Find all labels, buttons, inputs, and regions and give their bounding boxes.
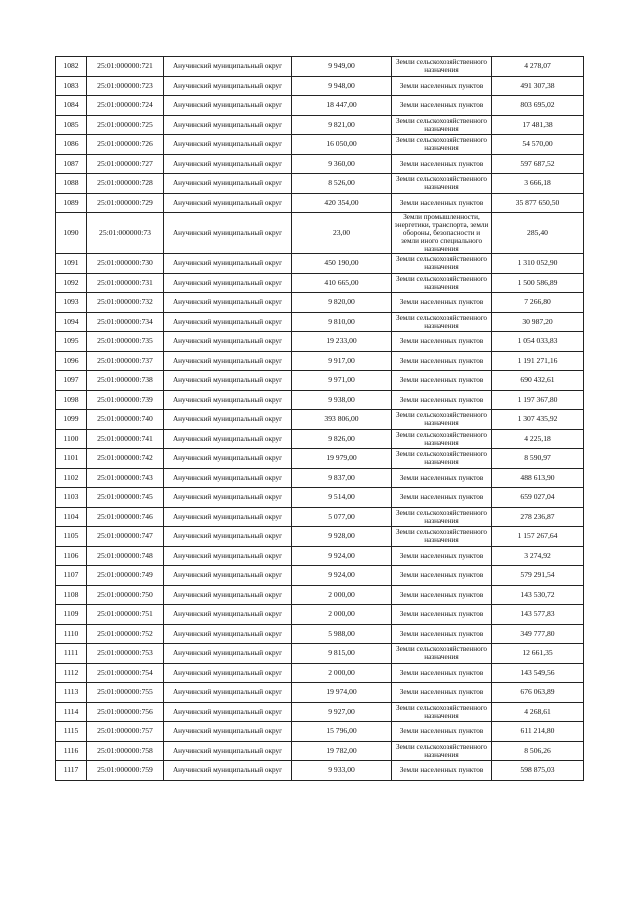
land-category: Земли населенных пунктов — [392, 154, 492, 174]
parcel-area: 9 938,00 — [292, 390, 392, 410]
cadastral-number: 25:01:000000:742 — [87, 449, 164, 469]
district-name: Анучинский муниципальный округ — [164, 605, 292, 625]
district-name: Анучинский муниципальный округ — [164, 154, 292, 174]
parcel-area: 9 917,00 — [292, 351, 392, 371]
parcel-area: 19 782,00 — [292, 741, 392, 761]
row-number: 1094 — [56, 312, 87, 332]
cadastral-number: 25:01:000000:727 — [87, 154, 164, 174]
district-name: Анучинский муниципальный округ — [164, 761, 292, 781]
district-name: Анучинский муниципальный округ — [164, 135, 292, 155]
cadastral-value: 1 157 267,64 — [492, 527, 584, 547]
cadastral-value: 598 875,03 — [492, 761, 584, 781]
table-row — [56, 488, 584, 508]
cadastral-number: 25:01:000000:732 — [87, 293, 164, 313]
district-name: Анучинский муниципальный округ — [164, 390, 292, 410]
land-category: Земли сельскохозяйственного назначения — [392, 410, 492, 430]
cadastral-number: 25:01:000000:73 — [87, 213, 164, 254]
parcel-area: 18 447,00 — [292, 96, 392, 116]
table-row — [56, 115, 584, 135]
district-name: Анучинский муниципальный округ — [164, 722, 292, 742]
table-row — [56, 546, 584, 566]
cadastral-value: 676 063,89 — [492, 683, 584, 703]
table-body — [56, 57, 584, 781]
land-category: Земли населенных пунктов — [392, 488, 492, 508]
district-name: Анучинский муниципальный округ — [164, 566, 292, 586]
land-category: Земли сельскохозяйственного назначения — [392, 449, 492, 469]
parcel-area: 9 971,00 — [292, 371, 392, 391]
row-number: 1112 — [56, 663, 87, 683]
cadastral-value: 8 506,26 — [492, 741, 584, 761]
land-category: Земли сельскохозяйственного назначения — [392, 174, 492, 194]
row-number: 1113 — [56, 683, 87, 703]
row-number: 1099 — [56, 410, 87, 430]
parcel-area: 410 665,00 — [292, 273, 392, 293]
row-number: 1114 — [56, 702, 87, 722]
cadastral-number: 25:01:000000:740 — [87, 410, 164, 430]
district-name: Анучинский муниципальный округ — [164, 273, 292, 293]
cadastral-value: 803 695,02 — [492, 96, 584, 116]
land-category: Земли населенных пунктов — [392, 761, 492, 781]
table-row — [56, 722, 584, 742]
district-name: Анучинский муниципальный округ — [164, 371, 292, 391]
parcel-area: 9 924,00 — [292, 566, 392, 586]
table-row — [56, 273, 584, 293]
land-category: Земли населенных пунктов — [392, 293, 492, 313]
table-row — [56, 663, 584, 683]
cadastral-value: 1 307 435,92 — [492, 410, 584, 430]
cadastral-number: 25:01:000000:749 — [87, 566, 164, 586]
cadastral-number: 25:01:000000:752 — [87, 624, 164, 644]
table-row — [56, 683, 584, 703]
row-number: 1086 — [56, 135, 87, 155]
parcel-area: 9 821,00 — [292, 115, 392, 135]
cadastral-value: 143 530,72 — [492, 585, 584, 605]
cadastral-value: 4 225,18 — [492, 429, 584, 449]
land-category: Земли населенных пунктов — [392, 371, 492, 391]
cadastral-value: 349 777,80 — [492, 624, 584, 644]
cadastral-number: 25:01:000000:724 — [87, 96, 164, 116]
district-name: Анучинский муниципальный округ — [164, 293, 292, 313]
cadastral-number: 25:01:000000:753 — [87, 644, 164, 664]
land-category: Земли сельскохозяйственного назначения — [392, 741, 492, 761]
parcel-area: 16 050,00 — [292, 135, 392, 155]
land-category: Земли населенных пунктов — [392, 546, 492, 566]
district-name: Анучинский муниципальный округ — [164, 449, 292, 469]
cadastral-value: 1 500 586,89 — [492, 273, 584, 293]
district-name: Анучинский муниципальный округ — [164, 96, 292, 116]
cadastral-number: 25:01:000000:726 — [87, 135, 164, 155]
cadastral-number: 25:01:000000:751 — [87, 605, 164, 625]
row-number: 1088 — [56, 174, 87, 194]
land-category: Земли населенных пунктов — [392, 76, 492, 96]
cadastral-value: 1 197 367,80 — [492, 390, 584, 410]
row-number: 1110 — [56, 624, 87, 644]
cadastral-value: 611 214,80 — [492, 722, 584, 742]
district-name: Анучинский муниципальный округ — [164, 585, 292, 605]
cadastral-number: 25:01:000000:754 — [87, 663, 164, 683]
row-number: 1103 — [56, 488, 87, 508]
cadastral-number: 25:01:000000:734 — [87, 312, 164, 332]
district-name: Анучинский муниципальный округ — [164, 663, 292, 683]
table-row — [56, 57, 584, 77]
table-row — [56, 702, 584, 722]
row-number: 1108 — [56, 585, 87, 605]
table-row — [56, 135, 584, 155]
land-category: Земли населенных пунктов — [392, 96, 492, 116]
row-number: 1101 — [56, 449, 87, 469]
cadastral-value: 1 310 052,90 — [492, 254, 584, 274]
land-category: Земли населенных пунктов — [392, 193, 492, 213]
row-number: 1090 — [56, 213, 87, 254]
district-name: Анучинский муниципальный округ — [164, 683, 292, 703]
cadastral-value: 35 877 650,50 — [492, 193, 584, 213]
row-number: 1100 — [56, 429, 87, 449]
district-name: Анучинский муниципальный округ — [164, 644, 292, 664]
district-name: Анучинский муниципальный округ — [164, 213, 292, 254]
row-number: 1083 — [56, 76, 87, 96]
district-name: Анучинский муниципальный округ — [164, 193, 292, 213]
cadastral-number: 25:01:000000:735 — [87, 332, 164, 352]
district-name: Анучинский муниципальный округ — [164, 76, 292, 96]
table-row — [56, 644, 584, 664]
cadastral-number: 25:01:000000:721 — [87, 57, 164, 77]
cadastral-value: 3 666,18 — [492, 174, 584, 194]
district-name: Анучинский муниципальный округ — [164, 527, 292, 547]
parcel-area: 15 796,00 — [292, 722, 392, 742]
table-row — [56, 527, 584, 547]
row-number: 1106 — [56, 546, 87, 566]
land-category: Земли населенных пунктов — [392, 390, 492, 410]
table-row — [56, 566, 584, 586]
district-name: Анучинский муниципальный округ — [164, 57, 292, 77]
table-row — [56, 312, 584, 332]
cadastral-value: 690 432,61 — [492, 371, 584, 391]
table-row — [56, 193, 584, 213]
district-name: Анучинский муниципальный округ — [164, 115, 292, 135]
parcel-area: 2 000,00 — [292, 585, 392, 605]
cadastral-value: 1 191 271,16 — [492, 351, 584, 371]
cadastral-value: 579 291,54 — [492, 566, 584, 586]
parcel-area: 9 820,00 — [292, 293, 392, 313]
cadastral-number: 25:01:000000:725 — [87, 115, 164, 135]
land-category: Земли сельскохозяйственного назначения — [392, 702, 492, 722]
land-category: Земли сельскохозяйственного назначения — [392, 507, 492, 527]
district-name: Анучинский муниципальный округ — [164, 741, 292, 761]
cadastral-number: 25:01:000000:737 — [87, 351, 164, 371]
parcel-area: 9 949,00 — [292, 57, 392, 77]
cadastral-number: 25:01:000000:748 — [87, 546, 164, 566]
row-number: 1096 — [56, 351, 87, 371]
parcel-area: 9 826,00 — [292, 429, 392, 449]
cadastral-value: 143 549,56 — [492, 663, 584, 683]
land-category: Земли сельскохозяйственного назначения — [392, 527, 492, 547]
cadastral-value: 659 027,04 — [492, 488, 584, 508]
cadastral-number: 25:01:000000:728 — [87, 174, 164, 194]
cadastral-value: 17 481,38 — [492, 115, 584, 135]
parcel-area: 19 233,00 — [292, 332, 392, 352]
parcel-area: 9 927,00 — [292, 702, 392, 722]
cadastral-value: 12 661,35 — [492, 644, 584, 664]
cadastral-value: 30 987,20 — [492, 312, 584, 332]
table-row — [56, 449, 584, 469]
district-name: Анучинский муниципальный округ — [164, 351, 292, 371]
district-name: Анучинский муниципальный округ — [164, 507, 292, 527]
land-category: Земли сельскохозяйственного назначения — [392, 115, 492, 135]
district-name: Анучинский муниципальный округ — [164, 312, 292, 332]
row-number: 1098 — [56, 390, 87, 410]
land-category: Земли сельскохозяйственного назначения — [392, 429, 492, 449]
row-number: 1082 — [56, 57, 87, 77]
cadastral-value: 1 054 033,83 — [492, 332, 584, 352]
table-row — [56, 76, 584, 96]
district-name: Анучинский муниципальный округ — [164, 468, 292, 488]
cadastral-value: 8 590,97 — [492, 449, 584, 469]
row-number: 1115 — [56, 722, 87, 742]
row-number: 1111 — [56, 644, 87, 664]
cadastral-number: 25:01:000000:755 — [87, 683, 164, 703]
cadastral-number: 25:01:000000:731 — [87, 273, 164, 293]
land-category: Земли населенных пунктов — [392, 468, 492, 488]
land-category: Земли населенных пунктов — [392, 351, 492, 371]
cadastral-value: 3 274,92 — [492, 546, 584, 566]
land-category: Земли населенных пунктов — [392, 624, 492, 644]
cadastral-number: 25:01:000000:747 — [87, 527, 164, 547]
district-name: Анучинский муниципальный округ — [164, 410, 292, 430]
cadastral-number: 25:01:000000:741 — [87, 429, 164, 449]
land-category: Земли сельскохозяйственного назначения — [392, 135, 492, 155]
land-category: Земли сельскохозяйственного назначения — [392, 312, 492, 332]
land-category: Земли населенных пунктов — [392, 722, 492, 742]
district-name: Анучинский муниципальный округ — [164, 174, 292, 194]
district-name: Анучинский муниципальный округ — [164, 702, 292, 722]
parcel-area: 9 948,00 — [292, 76, 392, 96]
parcel-area: 2 000,00 — [292, 663, 392, 683]
district-name: Анучинский муниципальный округ — [164, 488, 292, 508]
district-name: Анучинский муниципальный округ — [164, 546, 292, 566]
cadastral-value: 54 570,00 — [492, 135, 584, 155]
land-category: Земли населенных пунктов — [392, 585, 492, 605]
cadastral-number: 25:01:000000:758 — [87, 741, 164, 761]
row-number: 1107 — [56, 566, 87, 586]
row-number: 1104 — [56, 507, 87, 527]
table-row — [56, 410, 584, 430]
table-row — [56, 585, 584, 605]
cadastral-value: 597 687,52 — [492, 154, 584, 174]
table-row — [56, 154, 584, 174]
cadastral-number: 25:01:000000:743 — [87, 468, 164, 488]
land-category: Земли населенных пунктов — [392, 332, 492, 352]
table-row — [56, 213, 584, 254]
table-row — [56, 761, 584, 781]
row-number: 1093 — [56, 293, 87, 313]
land-category: Земли сельскохозяйственного назначения — [392, 57, 492, 77]
row-number: 1102 — [56, 468, 87, 488]
row-number: 1085 — [56, 115, 87, 135]
table-row — [56, 254, 584, 274]
parcel-area: 450 190,00 — [292, 254, 392, 274]
parcel-area: 5 077,00 — [292, 507, 392, 527]
cadastral-number: 25:01:000000:759 — [87, 761, 164, 781]
land-category: Земли сельскохозяйственного назначения — [392, 273, 492, 293]
cadastral-value: 285,40 — [492, 213, 584, 254]
row-number: 1084 — [56, 96, 87, 116]
district-name: Анучинский муниципальный округ — [164, 254, 292, 274]
land-category: Земли населенных пунктов — [392, 683, 492, 703]
parcel-area: 9 928,00 — [292, 527, 392, 547]
table-row — [56, 96, 584, 116]
land-category: Земли сельскохозяйственного назначения — [392, 254, 492, 274]
row-number: 1087 — [56, 154, 87, 174]
cadastral-value: 4 268,61 — [492, 702, 584, 722]
row-number: 1091 — [56, 254, 87, 274]
parcel-area: 23,00 — [292, 213, 392, 254]
cadastral-number: 25:01:000000:739 — [87, 390, 164, 410]
table-row — [56, 605, 584, 625]
cadastral-number: 25:01:000000:738 — [87, 371, 164, 391]
parcel-area: 9 837,00 — [292, 468, 392, 488]
parcel-area: 2 000,00 — [292, 605, 392, 625]
land-category: Земли населенных пунктов — [392, 605, 492, 625]
parcel-area: 9 514,00 — [292, 488, 392, 508]
cadastral-value: 278 236,87 — [492, 507, 584, 527]
table-row — [56, 507, 584, 527]
table-row — [56, 429, 584, 449]
cadastral-value: 7 266,80 — [492, 293, 584, 313]
row-number: 1117 — [56, 761, 87, 781]
cadastral-number: 25:01:000000:756 — [87, 702, 164, 722]
table-row — [56, 468, 584, 488]
parcel-area: 8 526,00 — [292, 174, 392, 194]
row-number: 1095 — [56, 332, 87, 352]
table-row — [56, 624, 584, 644]
row-number: 1092 — [56, 273, 87, 293]
land-category: Земли населенных пунктов — [392, 663, 492, 683]
parcel-area: 19 979,00 — [292, 449, 392, 469]
land-category: Земли промышленности, энергетики, транспорта, земли обороны, безопасности и земли иного специального назначения — [392, 213, 492, 254]
district-name: Анучинский муниципальный округ — [164, 332, 292, 352]
row-number: 1109 — [56, 605, 87, 625]
table-row — [56, 371, 584, 391]
table-row — [56, 741, 584, 761]
cadastral-number: 25:01:000000:730 — [87, 254, 164, 274]
table-row — [56, 293, 584, 313]
land-parcels-table — [55, 56, 584, 781]
parcel-area: 9 360,00 — [292, 154, 392, 174]
parcel-area: 420 354,00 — [292, 193, 392, 213]
parcel-area: 5 988,00 — [292, 624, 392, 644]
cadastral-number: 25:01:000000:723 — [87, 76, 164, 96]
cadastral-value: 143 577,83 — [492, 605, 584, 625]
cadastral-number: 25:01:000000:750 — [87, 585, 164, 605]
parcel-area: 9 810,00 — [292, 312, 392, 332]
land-category: Земли населенных пунктов — [392, 566, 492, 586]
cadastral-number: 25:01:000000:745 — [87, 488, 164, 508]
row-number: 1105 — [56, 527, 87, 547]
parcel-area: 9 815,00 — [292, 644, 392, 664]
district-name: Анучинский муниципальный округ — [164, 624, 292, 644]
district-name: Анучинский муниципальный округ — [164, 429, 292, 449]
table-row — [56, 351, 584, 371]
row-number: 1097 — [56, 371, 87, 391]
land-category: Земли сельскохозяйственного назначения — [392, 644, 492, 664]
table-row — [56, 332, 584, 352]
table-row — [56, 390, 584, 410]
row-number: 1116 — [56, 741, 87, 761]
parcel-area: 9 933,00 — [292, 761, 392, 781]
parcel-area: 9 924,00 — [292, 546, 392, 566]
parcel-area: 393 806,00 — [292, 410, 392, 430]
cadastral-value: 4 278,07 — [492, 57, 584, 77]
table-row — [56, 174, 584, 194]
cadastral-number: 25:01:000000:729 — [87, 193, 164, 213]
cadastral-value: 491 307,38 — [492, 76, 584, 96]
cadastral-number: 25:01:000000:746 — [87, 507, 164, 527]
parcel-area: 19 974,00 — [292, 683, 392, 703]
cadastral-number: 25:01:000000:757 — [87, 722, 164, 742]
cadastral-value: 488 613,90 — [492, 468, 584, 488]
row-number: 1089 — [56, 193, 87, 213]
